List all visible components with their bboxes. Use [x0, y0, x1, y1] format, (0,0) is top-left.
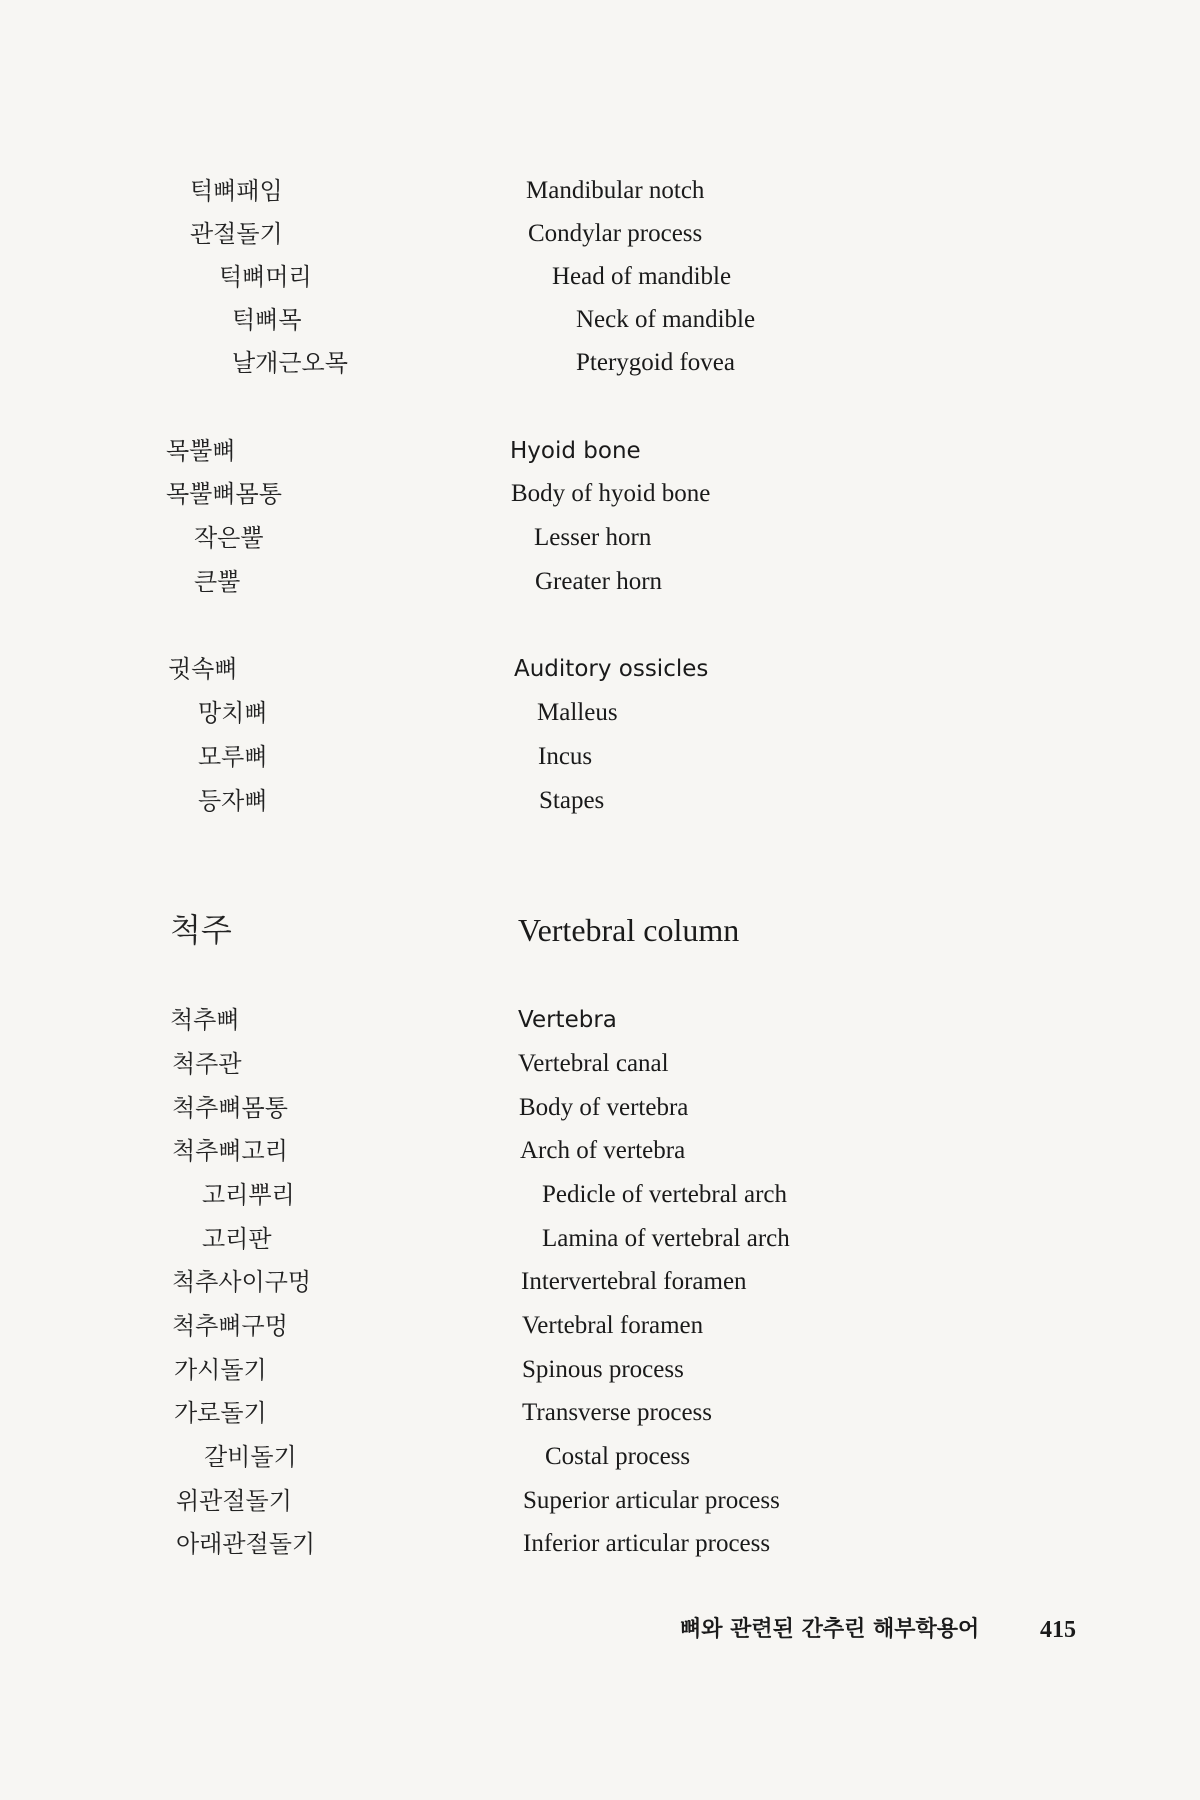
english-term: Inferior articular process: [523, 1530, 771, 1557]
term-row: [0, 693, 1200, 733]
term-row: [0, 737, 1200, 777]
korean-term: 고리판: [202, 1225, 272, 1253]
term-row: [0, 1437, 1200, 1477]
english-term: Pterygoid fovea: [576, 349, 735, 376]
korean-term: 귓속뼈: [168, 655, 238, 683]
english-term: Hyoid bone: [510, 438, 641, 464]
term-row: [0, 1219, 1200, 1259]
term-row: [0, 214, 1200, 254]
english-term: Intervertebral foramen: [521, 1268, 747, 1295]
english-term: Auditory ossicles: [514, 656, 709, 682]
korean-term: 가시돌기: [174, 1356, 267, 1384]
term-row: [0, 1131, 1200, 1171]
page-number: 415: [1040, 1617, 1076, 1643]
term-row: [0, 171, 1200, 211]
korean-term: 위관절돌기: [176, 1487, 292, 1515]
running-title: 뼈와 관련된 간추린 해부학용어: [680, 1617, 980, 1642]
korean-term: 큰뿔: [194, 568, 241, 596]
korean-term: 고리뿌리: [202, 1181, 295, 1209]
english-term: Lamina of vertebral arch: [542, 1225, 790, 1252]
korean-term: 목뿔뼈몸통: [166, 480, 282, 508]
english-term: Vertebral canal: [518, 1050, 669, 1077]
english-term: Body of vertebra: [519, 1094, 689, 1121]
term-row: [0, 1000, 1200, 1040]
term-row: [0, 1088, 1200, 1128]
korean-term: 날개근오목: [232, 349, 348, 377]
term-row: [0, 431, 1200, 471]
english-term: Transverse process: [522, 1399, 713, 1426]
english-term: Costal process: [545, 1443, 691, 1470]
korean-term: 척추뼈고리: [172, 1137, 288, 1165]
english-term: Condylar process: [528, 220, 703, 247]
korean-term: 모루뼈: [198, 743, 268, 771]
english-term: Greater horn: [535, 568, 663, 595]
korean-term: 등자뼈: [198, 787, 268, 815]
korean-term: 척추뼈몸통: [172, 1094, 288, 1122]
korean-term: 척추뼈: [170, 1006, 240, 1034]
term-row: [0, 343, 1200, 383]
term-row: [0, 257, 1200, 297]
term-row: [0, 1044, 1200, 1084]
english-term: Spinous process: [522, 1356, 684, 1383]
english-term: Stapes: [539, 787, 605, 814]
english-term: Pedicle of vertebral arch: [542, 1181, 788, 1208]
english-term: Malleus: [537, 699, 618, 726]
korean-term: 아래관절돌기: [176, 1530, 316, 1558]
term-row: [0, 1481, 1200, 1521]
term-row: [0, 1350, 1200, 1390]
section-heading: [0, 905, 1200, 955]
term-row: [0, 1262, 1200, 1302]
korean-term: 턱뼈패임: [190, 177, 283, 205]
term-row: [0, 1306, 1200, 1346]
term-row: [0, 781, 1200, 821]
section-heading-korean: 척주: [170, 911, 232, 949]
term-row: [0, 300, 1200, 340]
term-row: [0, 1524, 1200, 1564]
english-term: Incus: [538, 743, 593, 770]
korean-term: 척추뼈구멍: [172, 1312, 288, 1340]
korean-term: 턱뼈머리: [219, 263, 312, 291]
section-heading-english: Vertebral column: [518, 912, 740, 948]
english-term: Vertebra: [518, 1007, 617, 1033]
term-row: [0, 1393, 1200, 1433]
korean-term: 목뿔뼈: [166, 437, 236, 465]
term-row: [0, 474, 1200, 514]
korean-term: 턱뼈목: [232, 306, 302, 334]
term-row: [0, 518, 1200, 558]
korean-term: 망치뼈: [198, 699, 268, 727]
english-term: Head of mandible: [552, 263, 732, 290]
english-term: Superior articular process: [523, 1487, 780, 1514]
korean-term: 작은뿔: [194, 524, 264, 552]
term-row: [0, 562, 1200, 602]
korean-term: 관절돌기: [190, 220, 283, 248]
term-row: [0, 1175, 1200, 1215]
korean-term: 척추사이구멍: [172, 1268, 312, 1296]
term-row: [0, 649, 1200, 689]
korean-term: 척주관: [172, 1050, 242, 1078]
korean-term: 갈비돌기: [204, 1443, 297, 1471]
english-term: Body of hyoid bone: [511, 480, 711, 507]
english-term: Vertebral foramen: [522, 1312, 704, 1339]
korean-term: 가로돌기: [174, 1399, 267, 1427]
english-term: Arch of vertebra: [520, 1137, 686, 1164]
english-term: Lesser horn: [534, 524, 652, 551]
english-term: Mandibular notch: [526, 177, 705, 204]
english-term: Neck of mandible: [576, 306, 756, 333]
page-footer: [0, 1610, 1200, 1650]
